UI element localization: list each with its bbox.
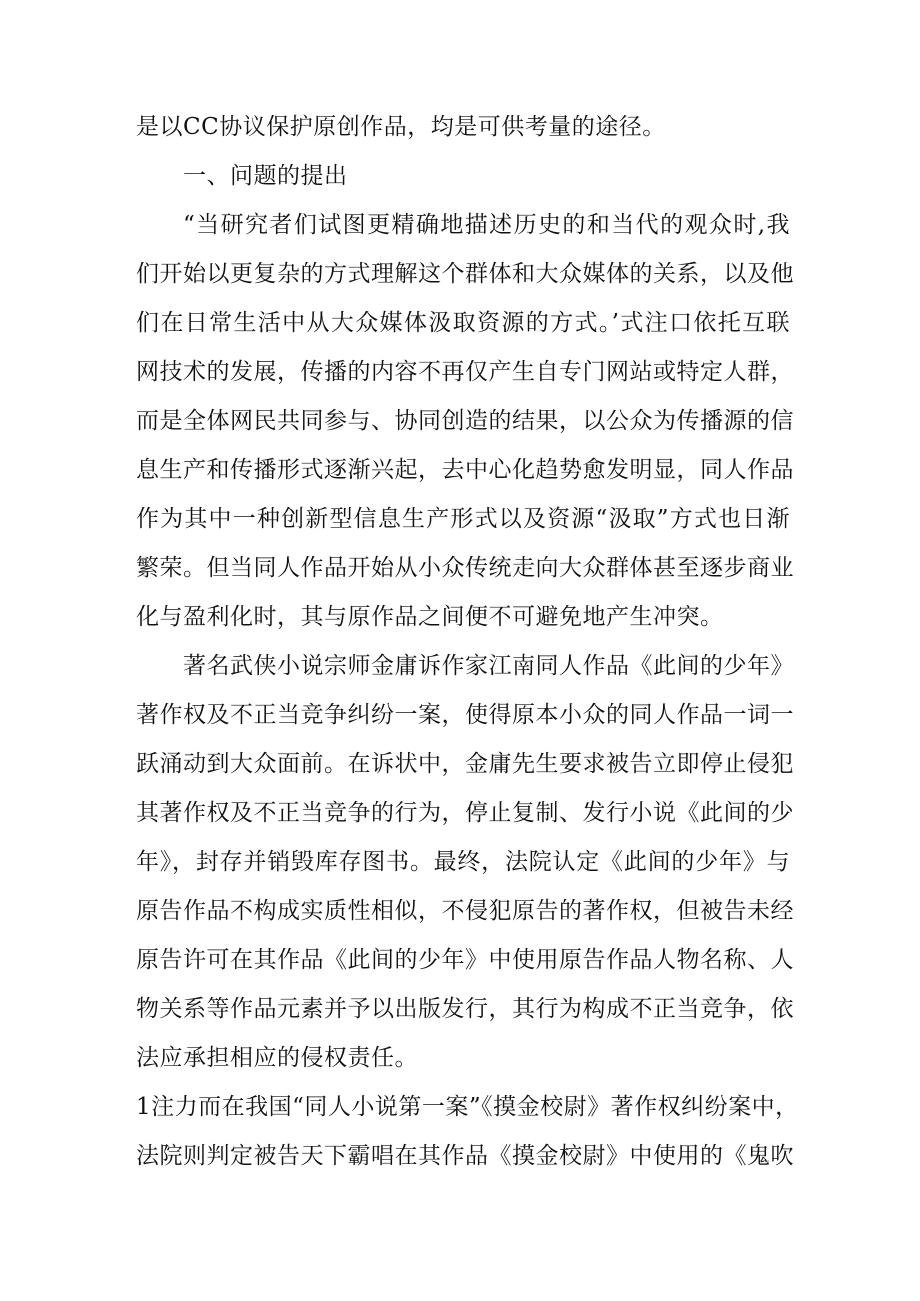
- text-line-9: 作为其中一种创新型信息生产形式以及资源“汲取”方式也日渐: [136, 506, 790, 532]
- text-line-7: 而是全体网民共同参与、协同创造的结果，以公众为传播源的信: [136, 408, 794, 434]
- text-line-14: 跃涌动到大众面前。在诉状中，金庸先生要求被告立即停止侵犯: [136, 751, 794, 777]
- text-line-16: 年》，封存并销毁库存图书。最终，法院认定《此间的少年》与: [136, 849, 790, 875]
- text-line-19: 物关系等作品元素并予以出版发行，其行为构成不正当竞争，依: [136, 996, 794, 1022]
- text-line-17: 原告作品不构成实质性相似，不侵犯原告的著作权，但被告未经: [136, 898, 794, 924]
- text-line-15: 其著作权及不正当竞争的行为，停止复制、发行小说《此间的少: [136, 800, 794, 826]
- text-line-12: 著名武侠小说宗师金庸诉作家江南同人作品《此间的少年》: [183, 653, 794, 679]
- text-line-10: 繁荣。但当同人作品开始从小众传统走向大众群体甚至逐步商业: [136, 555, 794, 581]
- text-line-22: 法院则判定被告天下霸唱在其作品《摸金校尉》中使用的《鬼吹: [136, 1143, 794, 1169]
- text-line-6: 网技术的发展，传播的内容不再仅产生自专门网站或特定人群，: [136, 359, 794, 385]
- section-heading: 一、问题的提出: [183, 163, 348, 189]
- text-line-5: 们在日常生活中从大众媒体汲取资源的方式。’式注口依托互联: [136, 310, 790, 336]
- text-line-11: 化与盈利化时，其与原作品之间便不可避免地产生冲突。: [136, 604, 724, 630]
- text-line-18: 原告许可在其作品《此间的少年》中使用原告作品人物名称、人: [136, 947, 794, 973]
- text-line-21: 1注力而在我国“同人小说第一案”《摸金校尉》著作权纠纷案中，: [136, 1094, 799, 1120]
- text-line-3: “当研究者们试图更精确地描述历史的和当代的观众时,我: [183, 212, 790, 238]
- text-line-1: 是以CC协议保护原创作品，均是可供考量的途径。: [136, 114, 666, 140]
- text-line-8: 息生产和传播形式逐渐兴起，去中心化趋势愈发明显，同人作品: [136, 457, 794, 483]
- text-line-13: 著作权及不正当竞争纠纷一案，使得原本小众的同人作品一词一: [136, 702, 794, 728]
- text-line-4: 们开始以更复杂的方式理解这个群体和大众媒体的关系，以及他: [136, 261, 794, 287]
- text-line-20: 法应承担相应的侵权责任。: [136, 1045, 418, 1071]
